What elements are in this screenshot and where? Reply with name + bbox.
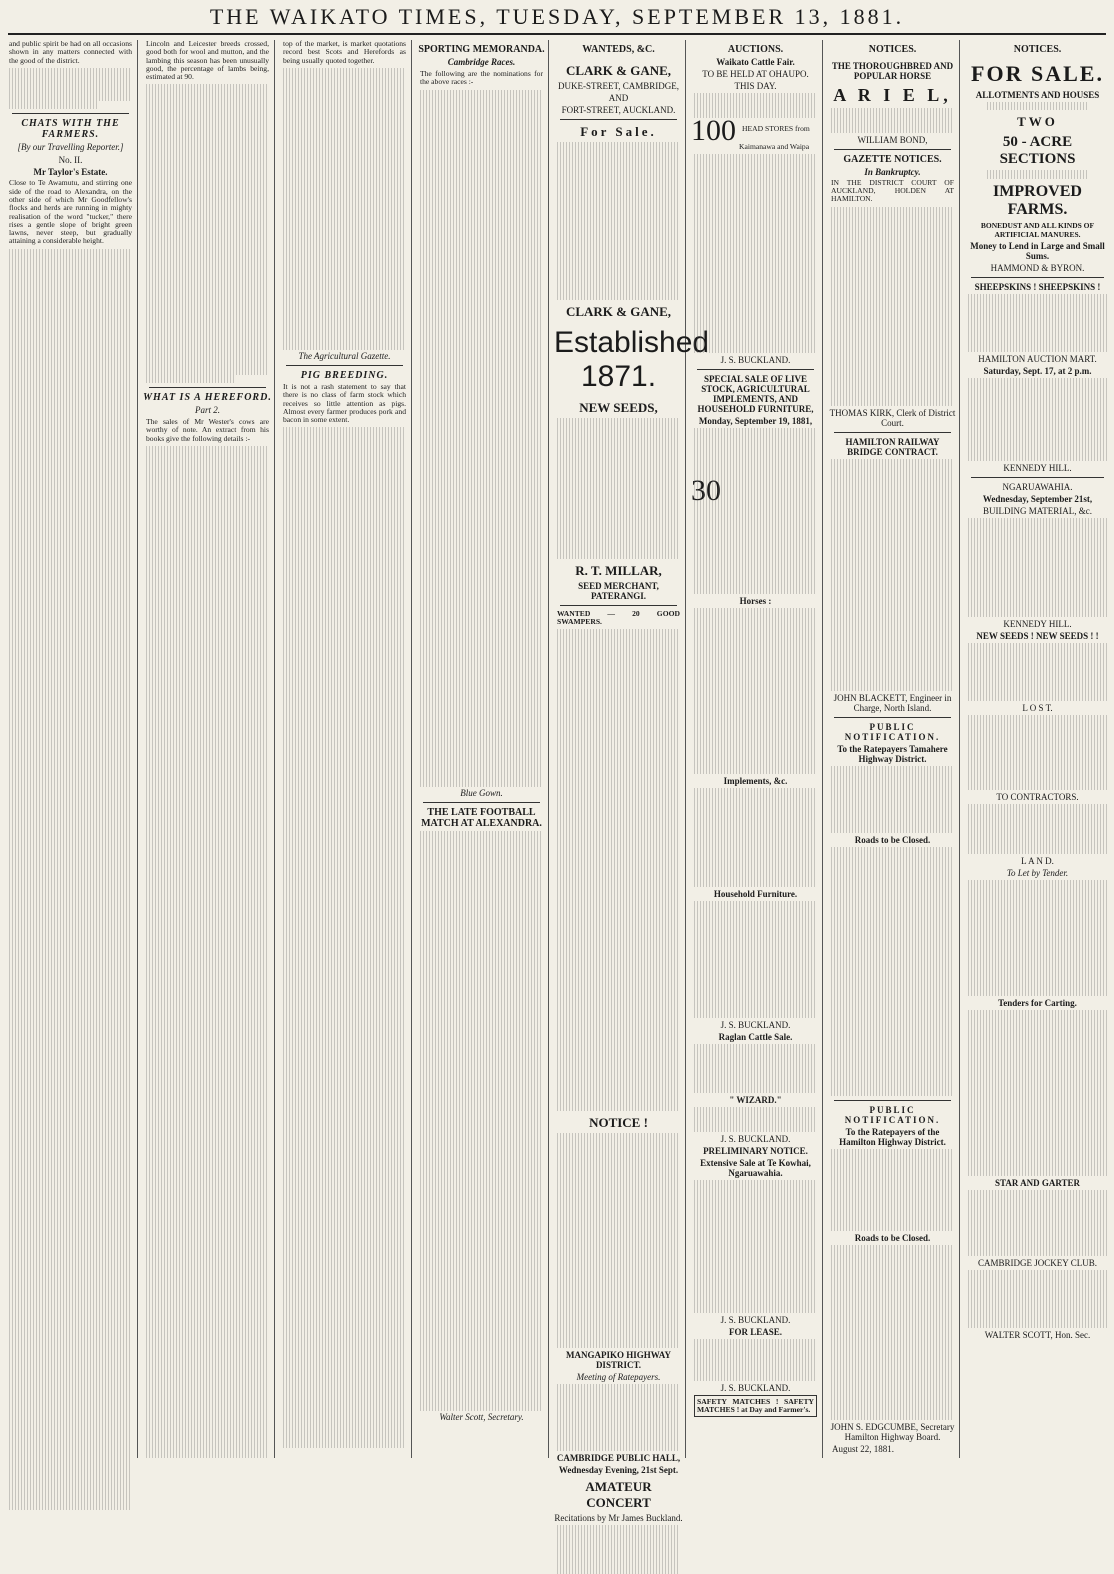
section-heading: AUCTIONS. (727, 44, 784, 55)
event-date: Wednesday Evening, 21st Sept. (558, 1464, 679, 1475)
safety-matches-ad: SAFETY MATCHES ! SAFETY MATCHES ! at Day and Farmer's. (694, 1395, 817, 1418)
signature: Walter Scott, Secretary. (439, 1412, 524, 1423)
article-body: Close to Te Awamutu, and stirring one side of the road to Alexandra, on the other side of which Mr Goodfellow's flocks and herds are running in mighty realisation of the word "tucker," there rises a gentle slope of bright green lawns, never steep, but gradually attaining a considerable height. (9, 178, 132, 246)
section-heading: NOTICES. (868, 44, 917, 55)
masthead-rule (8, 33, 1106, 35)
signature: THOMAS KIRK, Clerk of District Court. (829, 407, 956, 428)
wanted-ad: WANTED — 20 GOOD SWAMPERS. (557, 608, 680, 626)
ad-line: 50 - ACRE SECTIONS (999, 134, 1076, 168)
column-8 (965, 40, 1110, 1458)
notice-date: August 22, 1881. (832, 1443, 895, 1454)
signature: JOHN BLACKETT, Engineer in Charge, North Island. (833, 693, 952, 714)
lot-description: HEAD STORES from Kaimanawa and Waipa (739, 123, 810, 151)
column-divider (959, 40, 960, 1458)
auctioneer: J. S. BUCKLAND. (720, 1315, 791, 1326)
auctioneer: J. S. BUCKLAND. (720, 355, 791, 366)
ad-heading: STAR AND GARTER (994, 1177, 1081, 1188)
column-3 (280, 40, 409, 1458)
notice-subheading: Roads to be Closed. (854, 1233, 931, 1244)
column-4 (417, 40, 546, 1458)
sale-title: Extensive Sale at Te Kowhai, Ngaruawahia. (700, 1158, 811, 1179)
venue-name: CAMBRIDGE PUBLIC HALL, (556, 1452, 681, 1463)
signature: WILLIAM BOND, (857, 134, 928, 145)
sale-title: Raglan Cattle Sale. (718, 1031, 793, 1042)
advertiser-name: HAMMOND & BYRON. (990, 262, 1085, 273)
column-6 (691, 40, 820, 1458)
horse-name: A R I E L, (833, 85, 952, 105)
notice-subheading: Roads to be Closed. (854, 834, 931, 845)
masthead-title: THE WAIKATO TIMES, TUESDAY, SEPTEMBER 13, 1881. (209, 4, 905, 29)
established-year: Established 1871. (554, 325, 710, 393)
signature: KENNEDY HILL. (1003, 462, 1072, 473)
notice-subheading: To the Ratepayers Tamahere Highway District. (837, 744, 948, 765)
ad-line: BUILDING MATERIAL, &c. (983, 505, 1092, 516)
ad-heading: CAMBRIDGE JOCKEY CLUB. (978, 1258, 1097, 1269)
ad-heading: NEW SEEDS, (579, 399, 658, 415)
signature: JOHN S. EDGCUMBE, Secretary Hamilton Highway Board. (830, 1421, 955, 1442)
column-3-intro: top of the market, is market quotations record best Scots and Herefords as being usually quoted together. (283, 39, 406, 65)
lot-heading: Horses : (739, 595, 772, 606)
lot-count: 30 (691, 473, 721, 507)
ad-heading: SHEEPSKINS ! SHEEPSKINS ! (974, 281, 1101, 292)
ad-line: IMPROVED FARMS. (993, 182, 1082, 218)
ad-line: BONEDUST AND ALL KINDS OF ARTIFICIAL MANURES. (980, 220, 1095, 239)
notice-subheading: To the Ratepayers of the Hamilton Highway District. (839, 1126, 946, 1147)
advertiser-name: R. T. MILLAR, (575, 562, 662, 578)
sale-date: Saturday, Sept. 17, at 2 p.m. (983, 365, 1092, 376)
column-2-intro: Lincoln and Leicester breeds crossed, good both for wool and mutton, and the lambing this season has been unusually good, the percentage of lambs being, estimated at 90. (146, 39, 269, 82)
section-heading: WANTEDS, &C. (582, 44, 655, 55)
ad-line: ALLOTMENTS AND HOUSES (975, 90, 1100, 100)
advertiser-address: DUKE-STREET, CAMBRIDGE, (557, 81, 680, 91)
article-source: The Agricultural Gazette. (298, 350, 391, 361)
article-body: The sales of Mr Wester's cows are worthy of note. An extract from his books give the following details :- (146, 417, 269, 443)
article-heading: WHAT IS A HEREFORD. (143, 392, 272, 404)
column-5: WANTEDS, &C. CLARK & GANE, DUKE-STREET, CAMBRIDGE, AND FORT-STREET, AUCKLAND. For Sale. CLARK & GANE, Established 1871. NEW SEEDS, R. T. MILLAR, SEED MERCHANT, PATERANGI. WANTED — 20 GOOD SWAMPERS. NOTICE ! MANGAPIKO HIGHWAY DISTRICT. Meeting of Ratepayers. CAMBRIDGE PUBLIC HALL, Wednesday Evening, 21st Sept. AMATEUR CONCERT Recitations by Mr James Buckland. (554, 40, 683, 1458)
ad-heading: MANGAPIKO HIGHWAY DISTRICT. (566, 1350, 671, 1371)
notice-heading: HAMILTON RAILWAY BRIDGE CONTRACT. (845, 436, 940, 457)
advertiser-name: CLARK & GANE, (565, 303, 672, 319)
ad-line: TWO (1017, 114, 1058, 130)
notice-heading: PUBLIC NOTIFICATION. (844, 722, 941, 743)
ad-heading: For Sale. (580, 124, 657, 139)
ad-heading: HAMILTON AUCTION MART. (978, 353, 1097, 364)
sale-location: TO BE HELD AT OHAUPO. (702, 69, 809, 79)
ad-heading: NEW SEEDS ! NEW SEEDS ! ! (976, 631, 1099, 642)
article-body: It is not a rash statement to say that there is no class of farm stock which receives so little attention as pigs. Almost every farmer produces pork and bacon in some extent. (283, 381, 406, 425)
signature: Blue Gown. (460, 787, 503, 798)
advertiser-address: FORT-STREET, AUCKLAND. (561, 105, 676, 115)
article-subheading: Cambridge Races. (447, 57, 516, 67)
ad-heading: THE THOROUGHBRED AND POPULAR HORSE (831, 61, 954, 81)
horse-name: " WIZARD." (729, 1095, 782, 1106)
sale-day: THIS DAY. (734, 81, 777, 91)
ad-heading: L A N D. (1021, 855, 1054, 866)
ad-line: Money to Lend in Large and Small Sums. (970, 240, 1105, 261)
notice-heading: In Bankruptcy. (864, 166, 921, 177)
sale-title: SPECIAL SALE OF LIVE STOCK, AGRICULTURAL IMPLEMENTS, AND HOUSEHOLD FURNITURE, (697, 374, 814, 415)
column-1 (6, 40, 135, 1458)
ad-heading: TO CONTRACTORS. (996, 791, 1079, 802)
sale-date: Monday, September 19, 1881, (698, 416, 813, 427)
signature: KENNEDY HILL. (1003, 619, 1072, 630)
signature: WALTER SCOTT, Hon. Sec. (984, 1330, 1091, 1341)
article-part: Part 2. (194, 405, 220, 416)
ad-heading: FOR SALE. (971, 61, 1104, 86)
article-heading: SPORTING MEMORANDA. (418, 44, 545, 55)
ad-heading: NOTICE ! (589, 1114, 648, 1130)
column-1-intro: and public spirit be had on all occasions shown in any matters connected with the good of the district. (9, 39, 132, 65)
column-divider (137, 40, 138, 1458)
ad-heading: NGARUAWAHIA. (1002, 481, 1073, 492)
article-heading: THE LATE FOOTBALL MATCH AT ALEXANDRA. (421, 806, 542, 829)
article-heading: CHATS WITH THE FARMERS. (21, 118, 120, 141)
column-divider (411, 40, 412, 1458)
auctioneer: J. S. BUCKLAND. (720, 1019, 791, 1030)
advertiser-title: SEED MERCHANT, PATERANGI. (578, 580, 659, 601)
event-title: AMATEUR CONCERT (585, 1478, 652, 1510)
ad-subheading: To Let by Tender. (1006, 867, 1069, 878)
notice-heading: PUBLIC NOTIFICATION. (844, 1104, 941, 1125)
ad-subheading: Meeting of Ratepayers. (576, 1372, 661, 1383)
column-divider (274, 40, 275, 1458)
article-subheading: Mr Taylor's Estate. (33, 167, 108, 178)
section-heading: NOTICES. (1013, 44, 1062, 55)
sale-title: Waikato Cattle Fair. (716, 57, 795, 67)
article-body: The following are the nominations for the above races :- (420, 69, 543, 87)
auctioneer: J. S. BUCKLAND. (720, 1382, 791, 1393)
column-2 (143, 40, 272, 1458)
court-heading: IN THE DISTRICT COURT OF AUCKLAND, HOLDEN AT HAMILTON. (831, 177, 954, 204)
byline: [By our Travelling Reporter.] (17, 142, 124, 153)
column-7 (828, 40, 957, 1458)
ad-heading: Tenders for Carting. (998, 997, 1077, 1008)
lot-heading: Household Furniture. (713, 889, 798, 900)
advertiser-name: CLARK & GANE, (565, 63, 672, 78)
lease-heading: FOR LEASE. (728, 1327, 782, 1338)
notice-heading: PRELIMINARY NOTICE. (703, 1146, 808, 1157)
event-detail: Recitations by Mr James Buckland. (554, 1512, 683, 1523)
section-heading: GAZETTE NOTICES. (843, 153, 942, 165)
auctioneer: J. S. BUCKLAND. (720, 1134, 791, 1145)
column-divider (548, 40, 549, 1458)
ad-heading: L O S T. (1022, 703, 1053, 714)
lot-heading: Implements, &c. (723, 775, 788, 786)
column-divider (822, 40, 823, 1458)
article-heading: PIG BREEDING. (300, 369, 389, 381)
sale-date: Wednesday, September 21st, (982, 493, 1093, 504)
column-divider (685, 40, 686, 1458)
article-number: No. II. (58, 155, 83, 166)
lot-count: 100 (691, 113, 736, 147)
